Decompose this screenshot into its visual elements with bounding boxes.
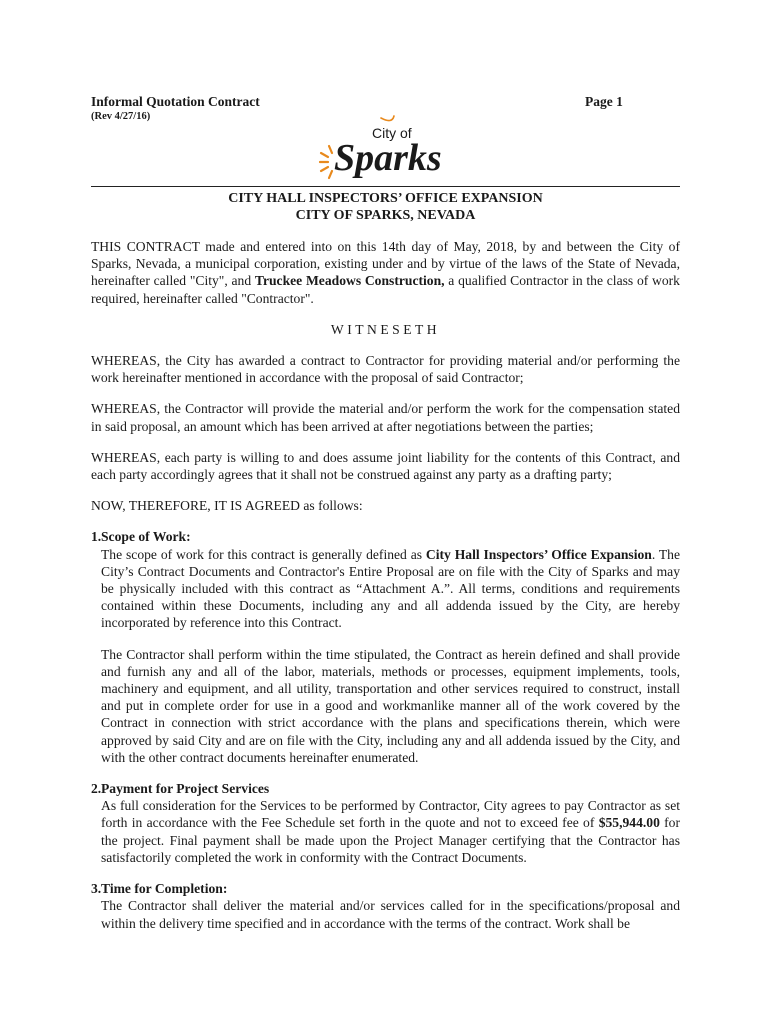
logo-sparks: Sparks [334,137,442,179]
whereas-paragraph: WHEREAS, the Contractor will provide the material and/or perform the work for the compensation stated in said proposal, an amount which has been arrived at after negotiations between the parties; [91,401,680,434]
section-number: 1. [91,529,102,545]
logo-swoosh [381,116,394,121]
city-title: CITY OF SPARKS, NEVADA [295,208,476,223]
document-header [91,94,260,123]
section-time-for-completion [91,880,680,932]
revision-label: (Rev 4/27/16) [91,111,151,122]
sun-burst-icon [320,146,332,178]
section-title: Payment for Project Services [101,781,270,797]
header-divider [91,186,680,187]
document-title: Informal Quotation Contract [91,94,260,109]
section-payment [91,780,680,866]
section-number: 2. [91,781,102,797]
section-paragraph: The scope of work for this contract is generally defined as City Hall Inspectors’ Office Expansion. The City’s Contract Documents and Contractor's Entire Proposal are on file with the City of Sparks and may be physically included with this contract as “Attachment A.”. All terms, conditions and requirements contained within these Documents, including any and all addenda issued by the City, are hereby incorporated by reference into this Contract. [101,546,681,631]
section-paragraph: The Contractor shall deliver the material and/or services called for in the specifications/proposal and within the delivery time specified and in accordance with the terms of the contract. Work shall be [101,898,680,931]
agreed-statement: NOW, THEREFORE, IT IS AGREED as follows: [91,498,363,514]
project-name: City Hall Inspectors’ Office Expansion [425,546,652,562]
contractor-name: Truckee Meadows Construction, [254,273,445,289]
logo-city-of: City of [372,125,412,141]
contract-body [91,238,680,932]
section-number: 3. [91,881,102,897]
fee-amount: $55,944.00 [598,815,660,831]
page-number: Page 1 [585,94,623,109]
intro-paragraph: THIS CONTRACT made and entered into on this 14th day of May, 2018, by and between the City of Sparks, Nevada, a municipal corporation, existing under and by virtue of the laws of the State of Nevada, hereinafter called "City", and Truckee Meadows Construction, a qualified Contractor in the class of work required, hereinafter called "Contractor". [91,239,680,306]
section-scope-of-work [91,528,680,766]
section-title: Scope of Work: [101,529,191,545]
project-title: CITY HALL INSPECTORS’ OFFICE EXPANSION [228,191,543,206]
contract-title [91,190,680,224]
section-paragraph: As full consideration for the Services to be performed by Contractor, City agrees to pay Contractor as set forth in accordance with the Fee Schedule set forth in the quote and not to exceed fee of $55,944.00 for the project. Final payment shall be made upon the Project Manager certifying that the Contractor has satisfactorily completed the work in conformity with the Contract Documents. [101,798,680,865]
section-paragraph: The Contractor shall perform within the time stipulated, the Contract as herein defined and shall provide and furnish any and all of the labor, materials, methods or processes, equipment implements, tools, machinery and equipment, and all utility, transportation and other services required to construct, install and put in complete order for use in a good and workmanlike manner all of the work covered by the Contract in connection with strict accordance with the plans and specifications therein, which were approved by said City and are on file with the City, including any and all addenda issued by the City, and with the other contract documents hereinafter enumerated. [101,646,680,765]
whereas-paragraph: WHEREAS, the City has awarded a contract to Contractor for providing material and/or performing the work hereinafter mentioned in accordance with the proposal of said Contractor; [91,353,680,386]
section-title: Time for Completion: [101,881,228,897]
witnesseth-heading: WITNESETH [330,321,441,337]
whereas-paragraph: WHEREAS, each party is willing to and does assume joint liability for the contents of this Contract, and each party accordingly agrees that it shall not be construed against any party as a drafting party; [91,449,680,483]
city-of-sparks-logo [318,108,454,182]
